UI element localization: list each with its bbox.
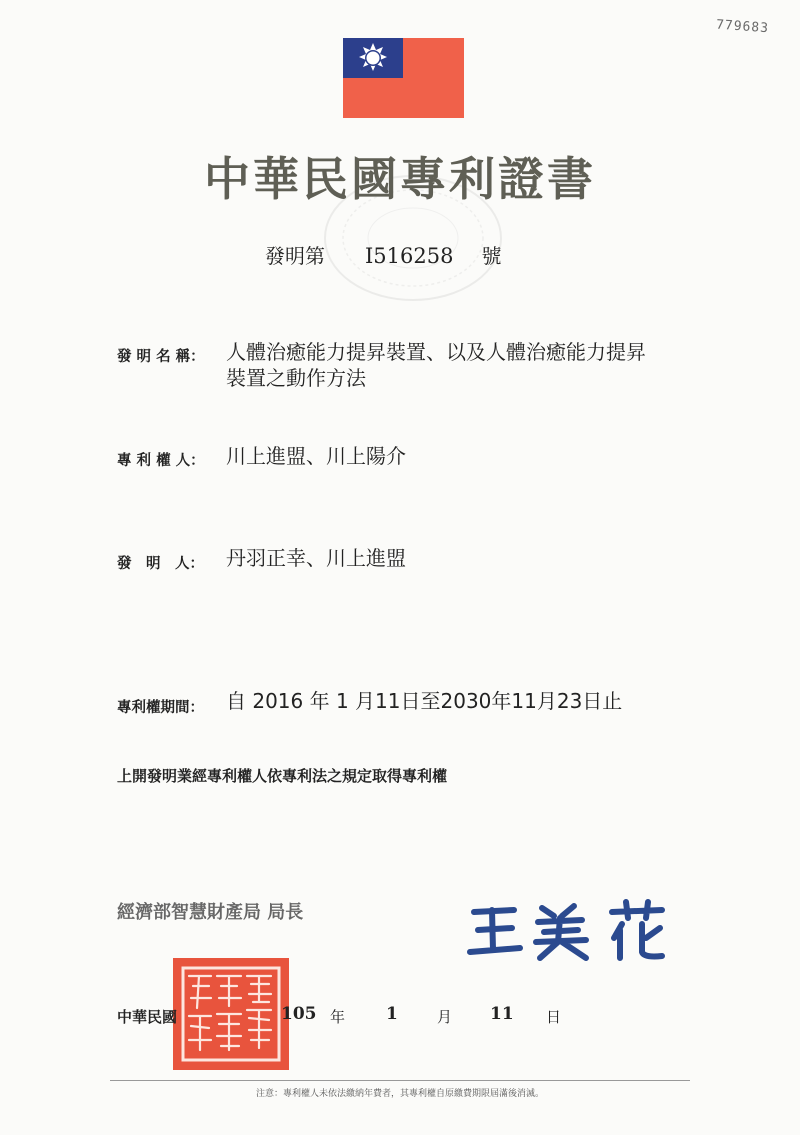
handwritten-corner-note: 779683	[715, 17, 770, 37]
patent-number-suffix: 號	[481, 244, 502, 268]
footer-divider	[110, 1080, 690, 1081]
page-title: 中華民國專利證書	[204, 152, 596, 206]
issue-date-year-unit: 年	[330, 1008, 346, 1026]
invention-name-line2: 裝置之動作方法	[226, 366, 366, 390]
issue-date-day-unit: 日	[546, 1008, 562, 1026]
patentee-label: 專 利 權 人：	[117, 453, 205, 469]
patentee-value: 川上進盟、川上陽介	[226, 444, 406, 468]
issue-date-day: 11	[490, 1004, 514, 1024]
grant-statement: 上開發明業經專利權人依專利法之規定取得專利權	[117, 767, 448, 785]
issuing-office: 經濟部智慧財產局 局長	[117, 902, 304, 923]
issue-date-year: 105	[281, 1004, 317, 1024]
patent-number-line	[265, 240, 501, 269]
patent-number-prefix: 發明第	[265, 244, 325, 268]
director-signature	[462, 898, 692, 963]
invention-name-label: 發 明 名 稱：	[117, 349, 205, 365]
issue-date-prefix: 中華民國	[117, 1008, 178, 1026]
issue-date-month: 1	[386, 1004, 398, 1024]
footnote: 注意：專利權人未依法繳納年費者，其專利權自原繳費期限屆滿後消滅。	[255, 1089, 544, 1099]
patent-number: I516258	[365, 244, 454, 268]
inventor-value: 丹羽正幸、川上進盟	[226, 546, 406, 570]
invention-name-value	[226, 339, 696, 391]
issue-date-month-unit: 月	[437, 1008, 453, 1026]
inventor-label: 發 明 人：	[117, 556, 204, 572]
patent-term-label: 專利權期間：	[117, 700, 204, 716]
invention-name-line1: 人體治癒能力提昇裝置、以及人體治癒能力提昇	[226, 340, 646, 364]
roc-flag-icon	[343, 38, 464, 118]
patent-term-value: 自 2016 年 1 月11日至2030年11月23日止	[226, 689, 623, 713]
official-seal-stamp	[173, 958, 289, 1070]
